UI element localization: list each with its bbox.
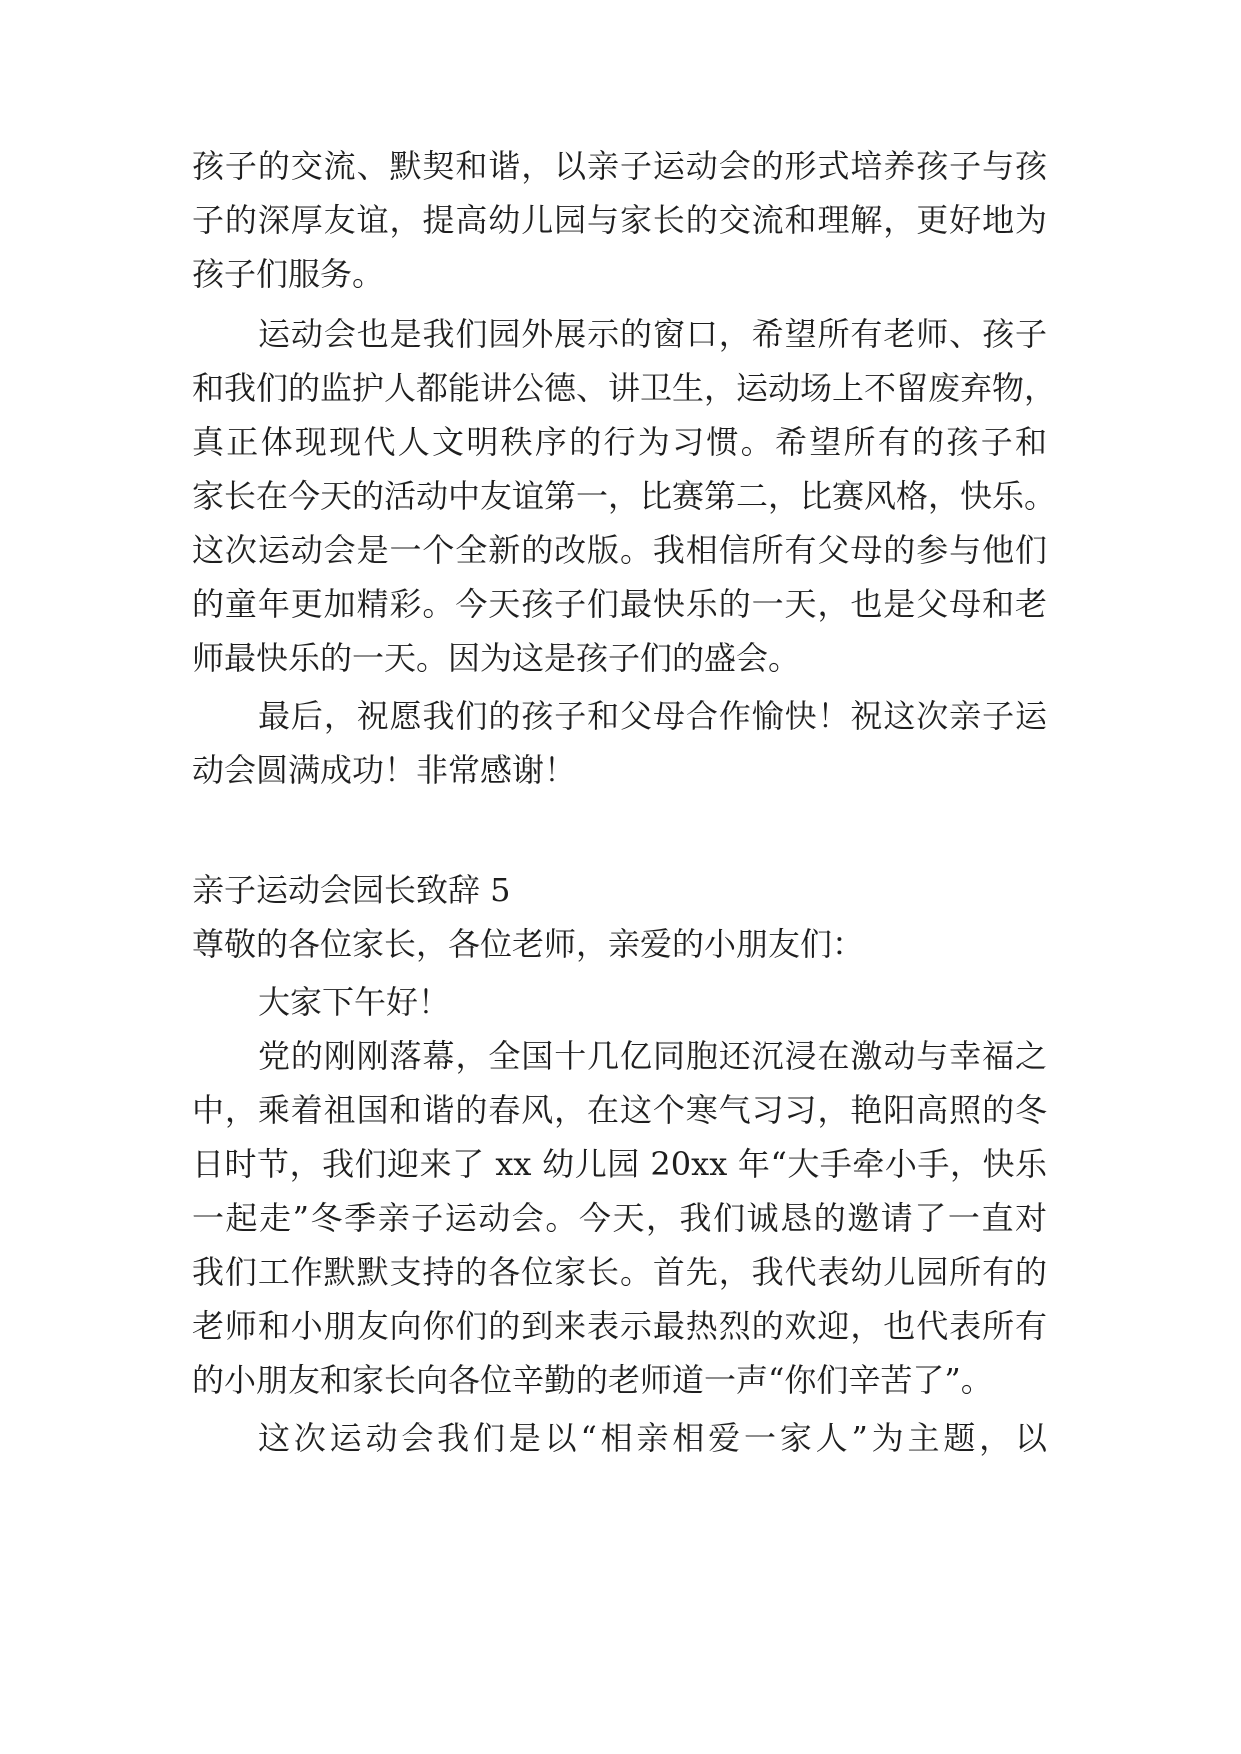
paragraph-line: 的童年更加精彩。今天孩子们最快乐的一天，也是父母和老: [192, 585, 1047, 623]
salutation-line: 尊敬的各位家长，各位老师，亲爱的小朋友们：: [192, 925, 865, 963]
paragraph-line: 老师和小朋友向你们的到来表示最热烈的欢迎，也代表所有: [192, 1307, 1047, 1345]
paragraph-line: 我们工作默默支持的各位家长。首先，我代表幼儿园所有的: [192, 1253, 1047, 1291]
paragraph-line: 党的刚刚落幕，全国十几亿同胞还沉浸在激动与幸福之: [258, 1037, 1047, 1075]
paragraph-line: 这次运动会是一个全新的改版。我相信所有父母的参与他们: [192, 531, 1047, 569]
paragraph-line: 子的深厚友谊，提高幼儿园与家长的交流和理解，更好地为: [192, 201, 1047, 239]
paragraph-line: 师最快乐的一天。因为这是孩子们的盛会。: [192, 639, 801, 677]
paragraph-line: 的小朋友和家长向各位辛勤的老师道一声“你们辛苦了”。: [192, 1361, 993, 1399]
section-title: 亲子运动会园长致辞 5: [192, 871, 511, 909]
paragraph-line: 孩子们服务。: [192, 255, 385, 293]
paragraph-line: 日时节，我们迎来了 xx 幼儿园 20xx 年“大手牵小手，快乐: [192, 1145, 1047, 1183]
paragraph-line: 中，乘着祖国和谐的春风，在这个寒气习习，艳阳高照的冬: [192, 1091, 1047, 1129]
greeting-line: 大家下午好！: [258, 983, 451, 1021]
paragraph-line: 孩子的交流、默契和谐，以亲子运动会的形式培养孩子与孩: [192, 147, 1047, 185]
paragraph-line: 动会圆满成功！非常感谢！: [192, 751, 577, 789]
paragraph-line: 一起走”冬季亲子运动会。今天，我们诚恳的邀请了一直对: [192, 1199, 1047, 1237]
paragraph-line: 真正体现现代人文明秩序的行为习惯。希望所有的孩子和: [192, 423, 1047, 461]
paragraph-line: 家长在今天的活动中友谊第一，比赛第二，比赛风格，快乐。: [192, 477, 1057, 515]
paragraph-line: 运动会也是我们园外展示的窗口，希望所有老师、孩子: [258, 315, 1047, 353]
paragraph-line: 最后，祝愿我们的孩子和父母合作愉快！祝这次亲子运: [258, 697, 1047, 735]
paragraph-line: 这次运动会我们是以“相亲相爱一家人”为主题，以: [258, 1419, 1047, 1457]
paragraph-line: 和我们的监护人都能讲公德、讲卫生，运动场上不留废弃物，: [192, 369, 1057, 407]
